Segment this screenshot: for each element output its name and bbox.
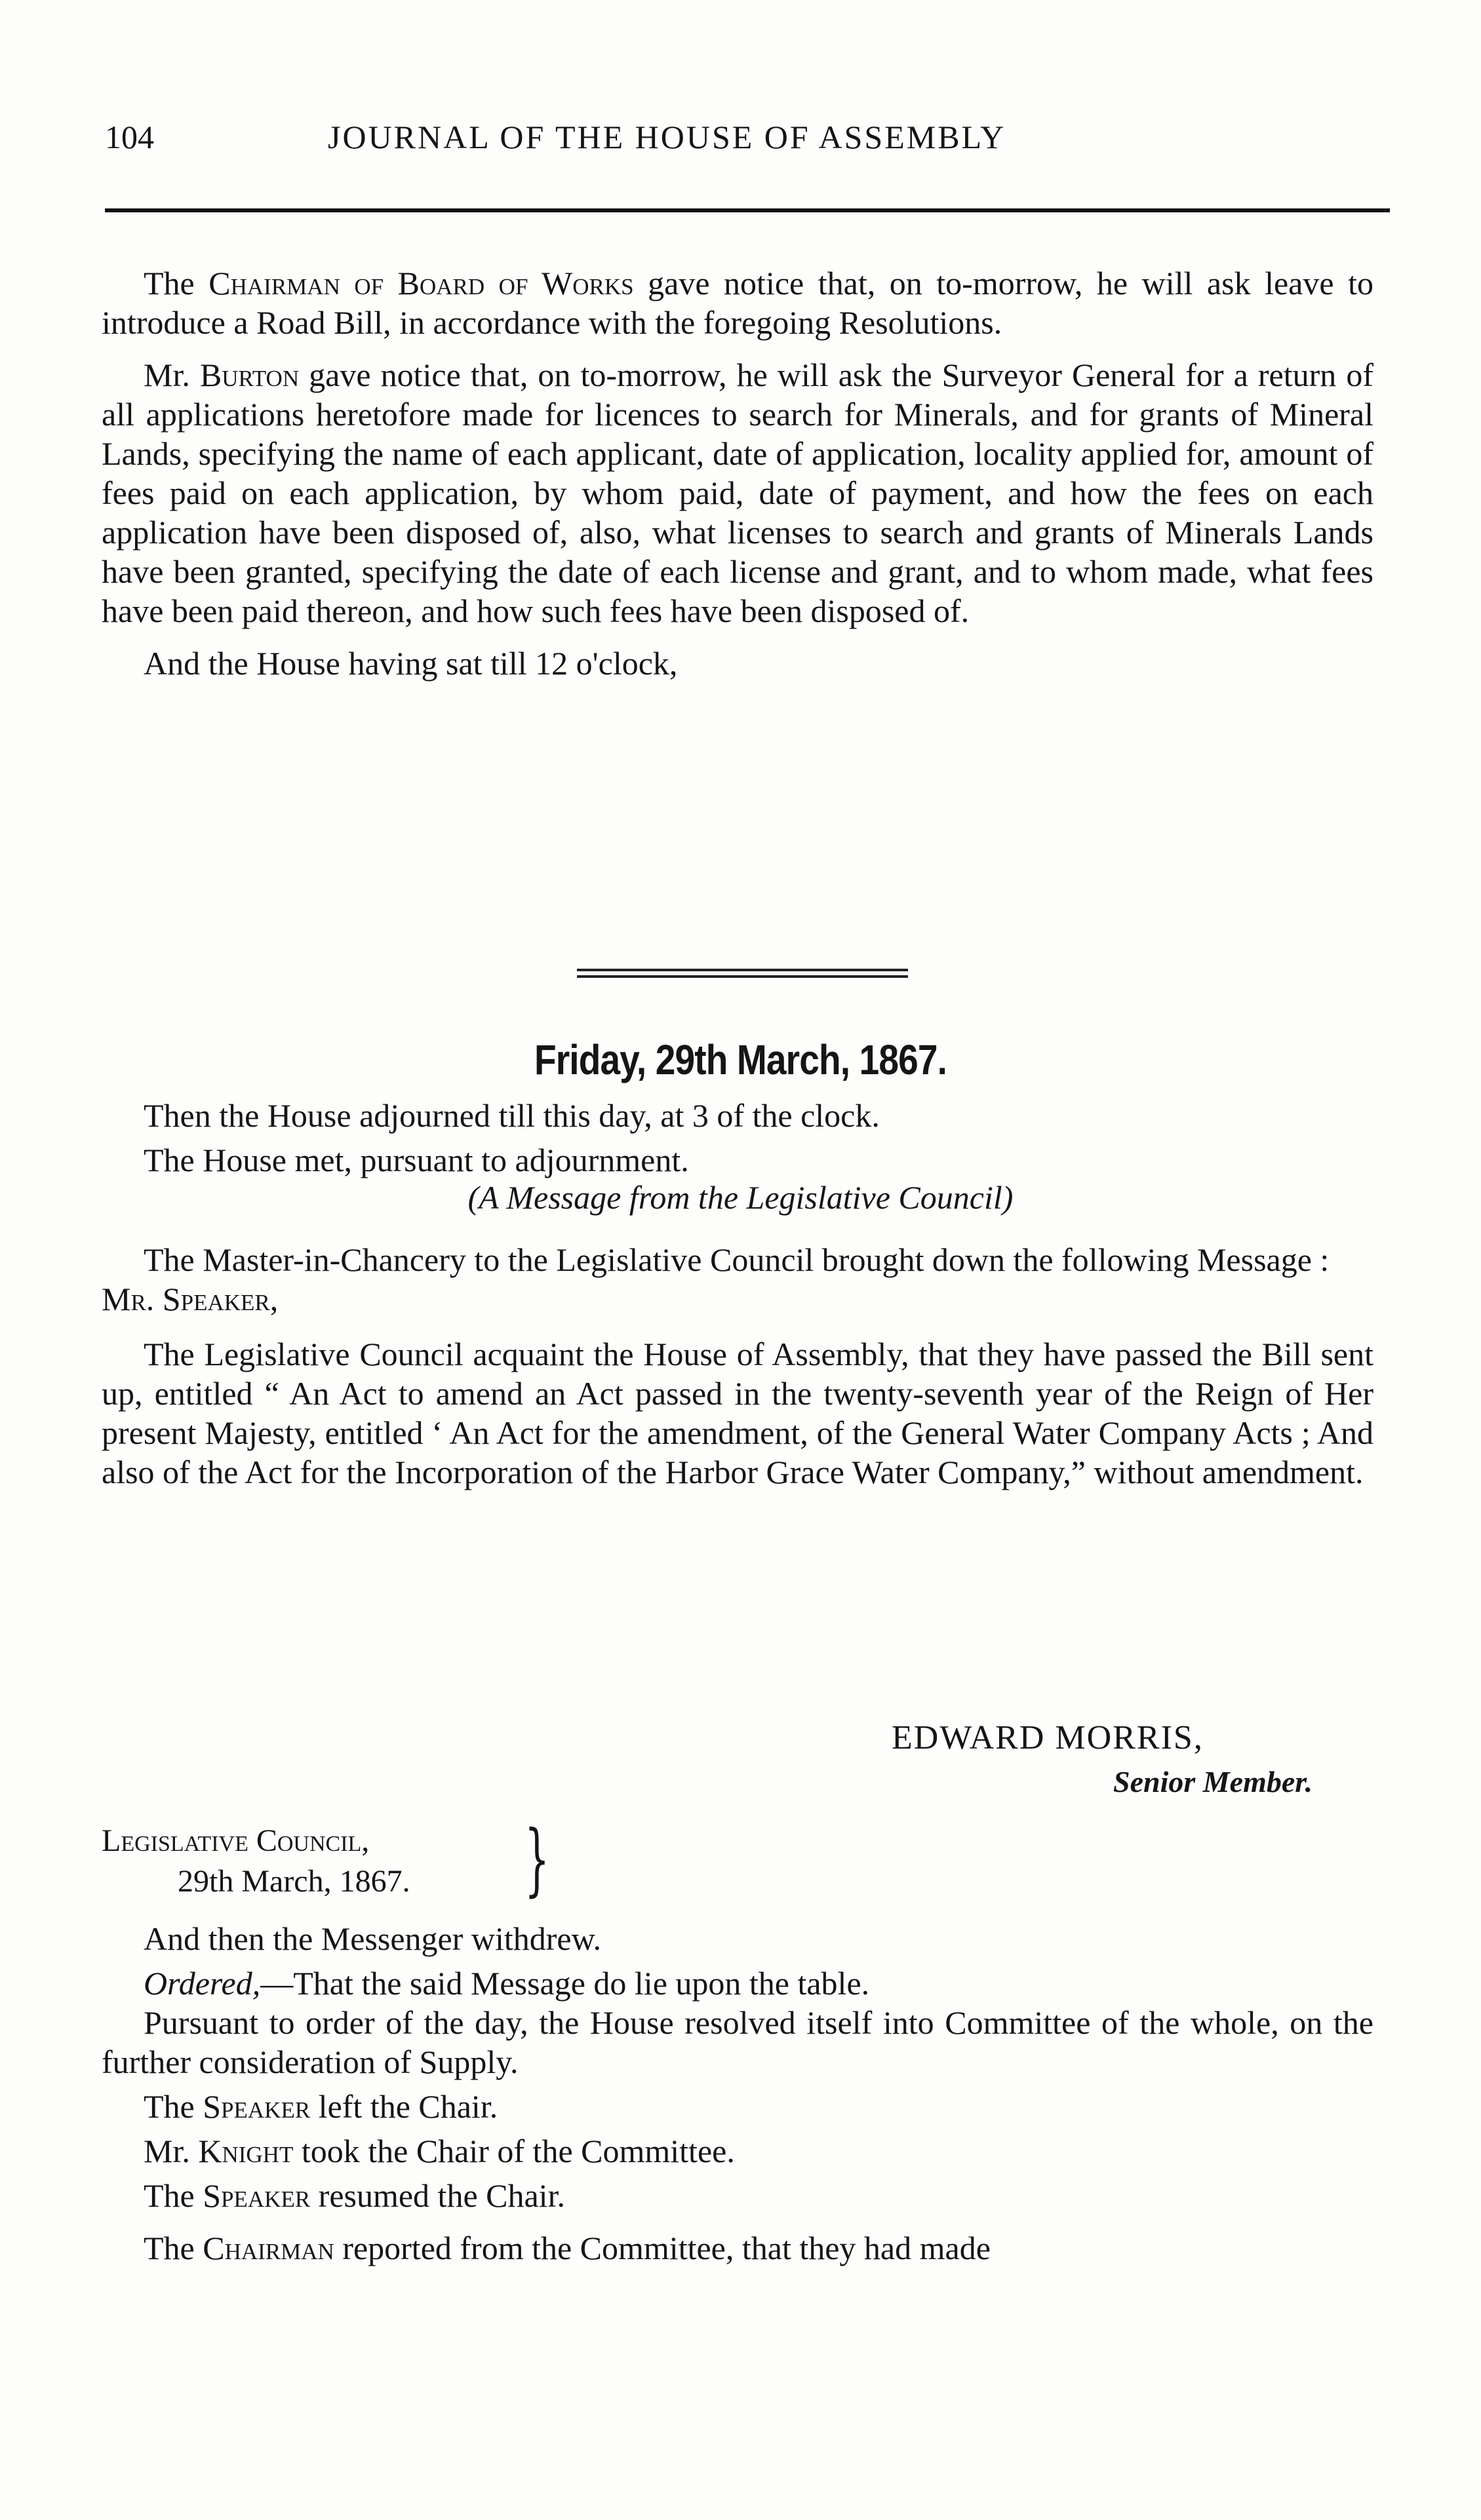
salutation: Mr. Speaker, <box>102 1281 279 1317</box>
running-title: JOURNAL OF THE HOUSE OF ASSEMBLY <box>328 119 1006 155</box>
paragraph-met: The House met, pursuant to adjournment. <box>144 1142 689 1178</box>
paragraph-chairman-notice: The Chairman of Board of Works gave notice that, on to-morrow, he will ask leave to introduce a Road Bill, in accordance with the foregoing Resolutions. <box>102 265 1373 341</box>
paragraph-message-body: The Legislative Council acquaint the House of Assembly, that they have passed the Bill sent up, entitled “ An Act to amend an Act passed in the twenty-seventh year of the Reign of Her present Majesty, entitled ‘ An Act for the amendment, of the General Water Company Acts ; And also of the Act for the Incorporation of the Harbor Grace Water Company,” without amendment. <box>102 1336 1373 1490</box>
paragraph-burton-notice: Mr. Burton gave notice that, on to-morrow, he will ask the Surveyor General for a return of all applications heretofore made for licences to search for Minerals, and for grants of Mineral Lands, specifying the name of each applicant, date of application, locality applied for, amount of fees paid on each application, by whom paid, date of payment, and how the fees on each application have been disposed of, also, what licenses to search and grants of Minerals Lands have been granted, specifying the date of each license and grant, and to whom made, what fees have been paid thereon, and how such fees have been disposed of. <box>102 357 1373 629</box>
paragraph-pursuant: Pursuant to order of the day, the House resolved itself into Committee of the whole, on the further consideration of Supply. <box>102 2004 1373 2080</box>
paragraph-ordered: Ordered,—That the said Message do lie upon the table. <box>144 1965 870 2002</box>
origin-date: 29th March, 1867. <box>178 1864 410 1899</box>
page-header <box>105 118 1390 170</box>
adjournment-lines <box>102 1096 1373 1180</box>
section-rule-bottom <box>577 975 908 978</box>
paragraph-knight: Mr. Knight took the Chair of the Committee. <box>144 2133 735 2169</box>
signature-name: EDWARD MORRIS, <box>892 1719 1204 1756</box>
paragraph-adjourned: Then the House adjourned till this day, at 3 of the clock. <box>144 1097 880 1134</box>
message-heading: (A Message from the Legislative Council) <box>467 1179 1014 1216</box>
person-name: Chairman <box>203 2230 334 2266</box>
paragraph-speaker-left: The Speaker left the Chair. <box>144 2088 498 2125</box>
date-heading: Friday, 29th March, 1867. <box>534 1036 947 1083</box>
person-name: Burton <box>199 357 300 393</box>
page-number: 104 <box>105 119 154 155</box>
proceedings-block <box>102 1919 1373 2268</box>
message-origin <box>102 1821 410 1902</box>
brace-glyph: } <box>524 1814 550 1905</box>
paragraph-withdrew: And then the Messenger withdrew. <box>144 1920 601 1957</box>
message-block <box>102 1240 1373 1492</box>
paragraph-message-intro: The Master-in-Chancery to the Legislative Council brought down the following Message : <box>144 1241 1330 1278</box>
person-name: Knight <box>198 2133 294 2169</box>
origin-place: Legislative Council, <box>102 1823 370 1858</box>
paragraph-sat-till: And the House having sat till 12 o'clock, <box>144 645 678 682</box>
entries-before-date <box>102 263 1373 683</box>
signature-title: Senior Member. <box>1113 1765 1313 1798</box>
person-name: Chairman of Board of Works <box>208 265 634 301</box>
header-rule <box>105 208 1390 212</box>
person-name: Speaker <box>203 2088 311 2125</box>
paragraph-chairman-reported: The Chairman reported from the Committee, that they had made <box>144 2230 991 2266</box>
paragraph-speaker-resumed: The Speaker resumed the Chair. <box>144 2177 565 2214</box>
ordered-label: Ordered, <box>144 1965 261 2002</box>
section-rule-top <box>577 969 908 971</box>
person-name: Speaker <box>203 2177 311 2214</box>
